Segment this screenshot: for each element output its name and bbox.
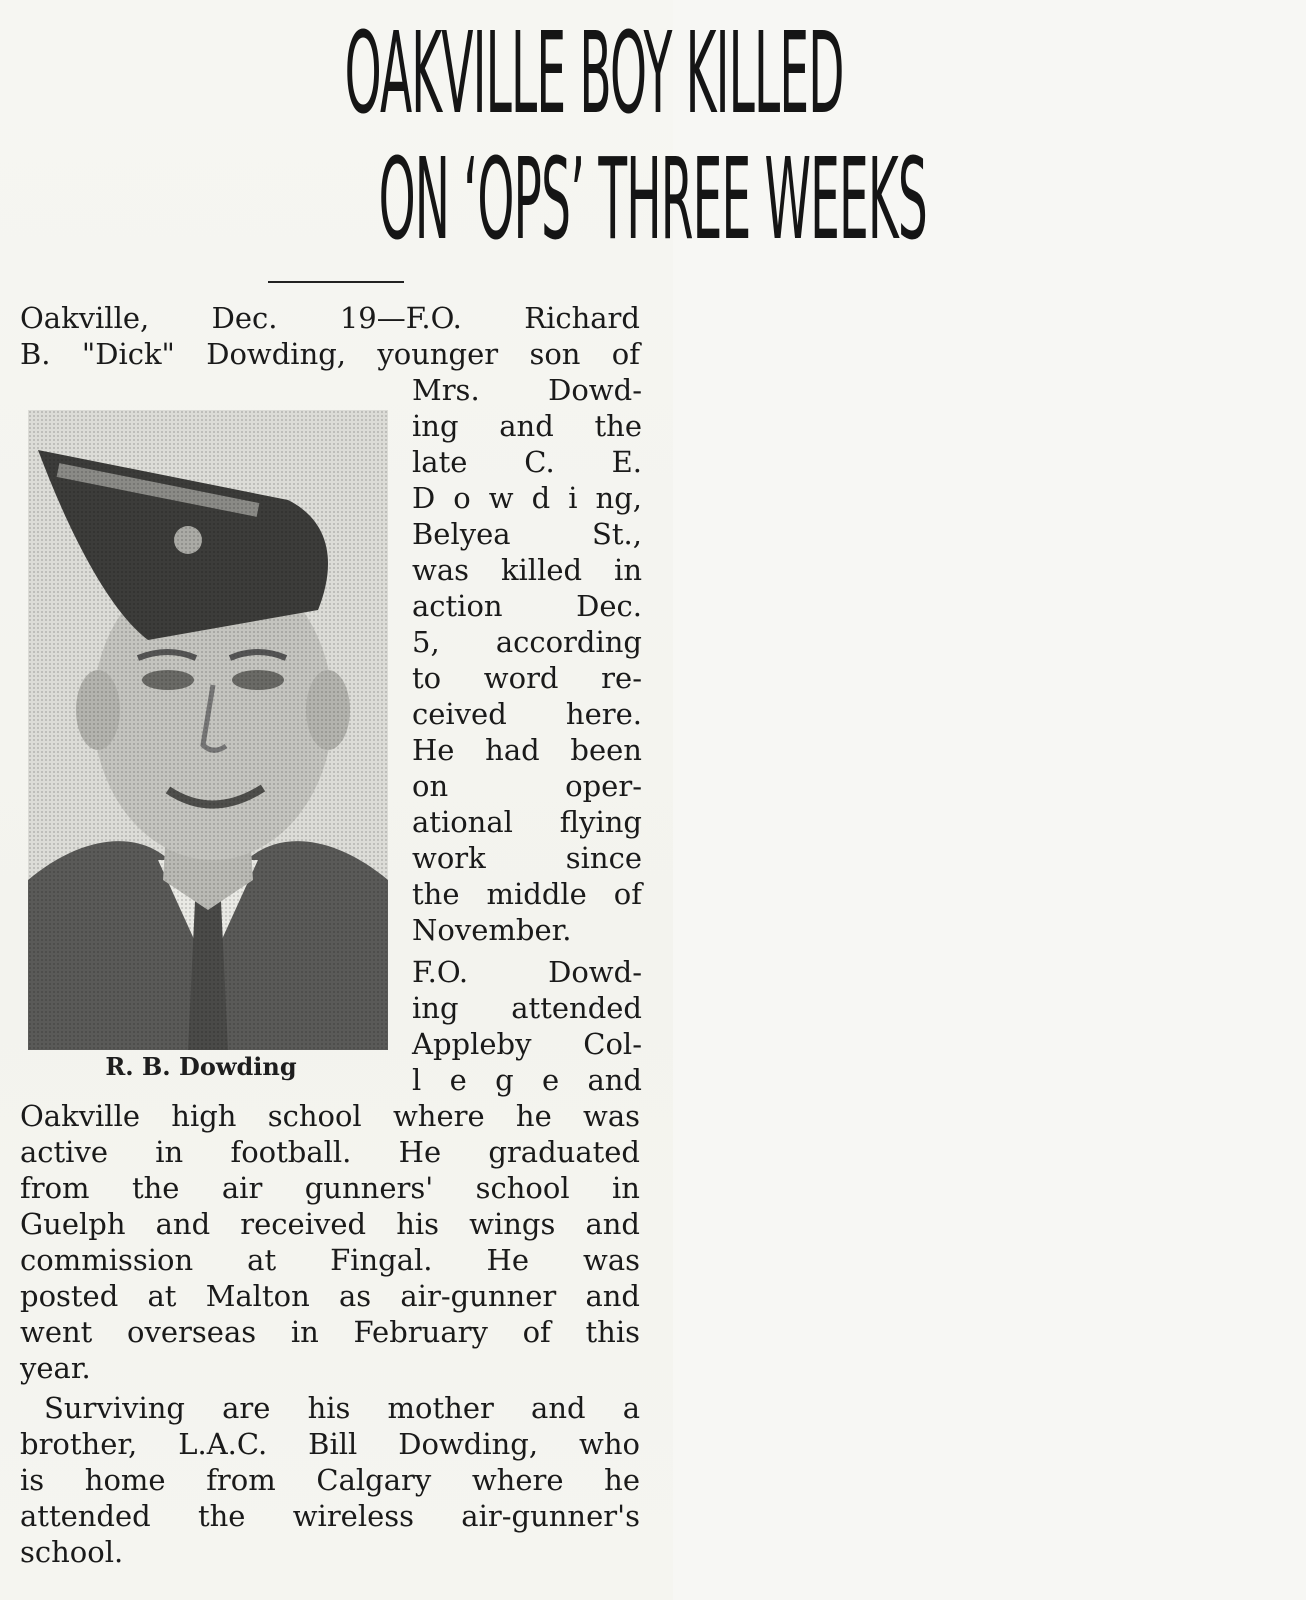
- article-line: active in football. He graduated: [20, 1135, 640, 1169]
- article-line: brother, L.A.C. Bill Dowding, who: [20, 1427, 640, 1461]
- article-line: D o w d i ng,: [412, 481, 642, 515]
- article-line: school.: [20, 1535, 124, 1569]
- article-line: Appleby Col-: [412, 1027, 642, 1061]
- article-line: ing and the: [412, 409, 642, 443]
- article-line: went overseas in February of this: [20, 1315, 640, 1349]
- article-line: late C. E.: [412, 445, 642, 479]
- article-line: l e g e and: [412, 1063, 642, 1097]
- article-line: action Dec.: [412, 589, 642, 623]
- headline-line-2: ON ‘OPS’ THREE WEEKS: [378, 135, 927, 265]
- article-line: 5, according: [412, 625, 642, 659]
- article-line: is home from Calgary where he: [20, 1463, 640, 1497]
- article-line: to word re-: [412, 661, 642, 695]
- article-line: on oper-: [412, 769, 642, 803]
- article-line: Oakville high school where he was: [20, 1099, 640, 1133]
- article-line: Oakville, Dec. 19—F.O. Richard: [20, 301, 640, 335]
- article-line: attended the wireless air-gunner's: [20, 1499, 640, 1533]
- article-line: work since: [412, 841, 642, 875]
- photo-caption: R. B. Dowding: [105, 1052, 297, 1081]
- headline-divider: [268, 281, 404, 283]
- article-line: He had been: [412, 733, 642, 767]
- article-line: ational flying: [412, 805, 642, 839]
- article-line: from the air gunners' school in: [20, 1171, 640, 1205]
- article-line: Mrs. Dowd-: [412, 373, 642, 407]
- article-line: commission at Fingal. He was: [20, 1243, 640, 1277]
- article-line: November.: [412, 913, 572, 947]
- portrait-photo-illustration: [28, 410, 388, 1050]
- article-line: ing attended: [412, 991, 642, 1025]
- article-line: the middle of: [412, 877, 642, 911]
- headline-line-1: OAKVILLE BOY KILLED: [344, 9, 844, 139]
- article-line: Belyea St.,: [412, 517, 642, 551]
- article-line: Guelph and received his wings and: [20, 1207, 640, 1241]
- portrait-photo: [28, 410, 388, 1050]
- article-line: F.O. Dowd-: [412, 955, 642, 989]
- article-line: year.: [20, 1351, 91, 1385]
- article-line: Surviving are his mother and a: [44, 1391, 640, 1425]
- article-line: ceived here.: [412, 697, 642, 731]
- article-line: posted at Malton as air-gunner and: [20, 1279, 640, 1313]
- article-line: B. "Dick" Dowding, younger son of: [20, 337, 640, 371]
- article-line: was killed in: [412, 553, 642, 587]
